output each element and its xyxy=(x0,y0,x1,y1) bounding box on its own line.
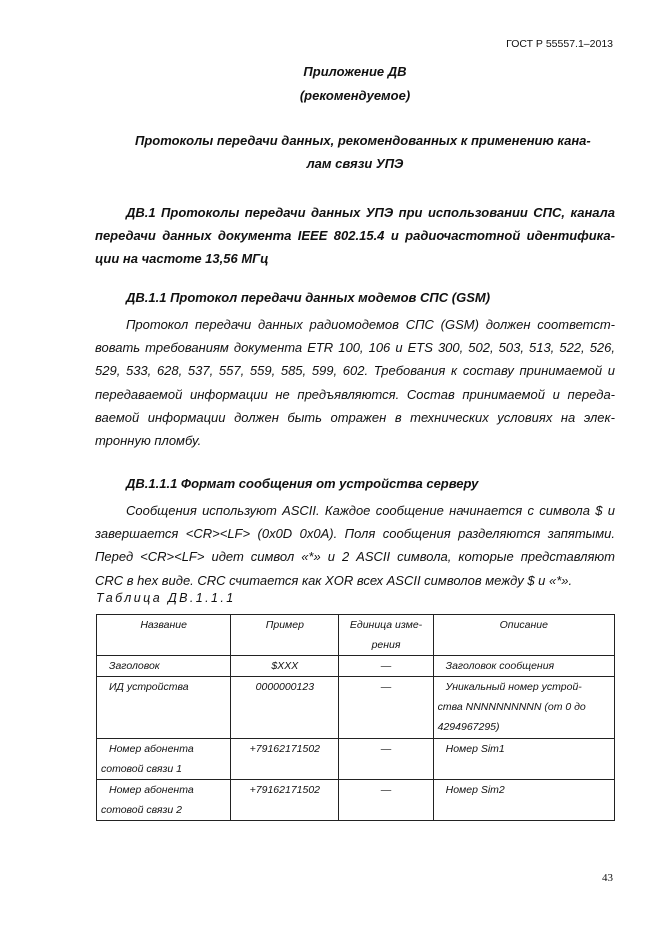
appendix-title: Приложение ДВ xyxy=(303,64,407,79)
paragraph-line: Сообщения используют ASCII. Каждое сообщение начинается с символа $ и xyxy=(126,503,615,518)
cell-name: Заголовок xyxy=(97,656,231,677)
cell-name xyxy=(97,739,231,780)
cell-description xyxy=(433,677,614,739)
paragraph-line: завершается <CR><LF> (0x0D 0x0A). Поля сообщения разделяются запятыми. xyxy=(95,526,615,542)
cell-name-line: сотовой связи 1 xyxy=(101,763,182,775)
section-dv11-heading: ДВ.1.1 Протокол передачи данных модемов СПС (GSM) xyxy=(126,290,491,305)
cell-name-line: сотовой связи 2 xyxy=(101,804,182,816)
column-header-unit-line: рения xyxy=(371,639,401,651)
cell-description: Заголовок сообщения xyxy=(433,656,614,677)
section-dv1-heading xyxy=(95,201,615,271)
section-dv1-line: ДВ.1 Протоколы передачи данных УПЭ при использовании СПС, канала xyxy=(126,205,615,220)
cell-example: 0000000123 xyxy=(231,677,339,739)
cell-name: ИД устройства xyxy=(97,677,231,739)
cell-example: +79162171502 xyxy=(231,780,339,821)
cell-example: $XXX xyxy=(231,656,339,677)
cell-unit: — xyxy=(339,656,433,677)
column-header-description: Описание xyxy=(433,615,614,656)
cell-description: Номер Sim2 xyxy=(433,780,614,821)
cell-unit: — xyxy=(339,739,433,780)
paragraph-line: CRC в hex виде. CRC считается как XOR всех ASCII символов между $ и «*». xyxy=(95,572,573,588)
paragraph-line: передаваемой информации не предъявляются. Состав принимаемой и переда- xyxy=(95,386,615,402)
cell-unit: — xyxy=(339,780,433,821)
table-row xyxy=(97,739,615,780)
document-header-standard: ГОСТ Р 55557.1–2013 xyxy=(506,38,613,50)
paragraph-line: Протокол передачи данных радиомодемов СПС (GSM) должен соответст- xyxy=(126,317,615,332)
section-dv111-heading: ДВ.1.1.1 Формат сообщения от устройства серверу xyxy=(126,476,479,491)
page-number: 43 xyxy=(602,872,613,884)
column-header-unit xyxy=(339,615,433,656)
paragraph-line: ваемой информации должен быть отражен в технических условиях на элек- xyxy=(95,409,615,425)
table-caption: Таблица ДВ.1.1.1 xyxy=(96,591,236,605)
paragraph-line: вовать требованиям документа ETR 100, 106 и ETS 300, 502, 503, 513, 522, 526, xyxy=(95,340,615,356)
paragraph-line: Перед <CR><LF> идет символ «*» и 2 ASCII символа, которые представляют xyxy=(95,549,615,565)
appendix-subtitle-line1: Протоколы передачи данных, рекомендованных к применению кана- xyxy=(135,133,591,148)
column-header-example: Пример xyxy=(231,615,339,656)
paragraph-line: 529, 533, 628, 537, 557, 559, 585, 599, 602. Требования к составу принимаемой и xyxy=(95,363,615,379)
section-dv11-paragraph xyxy=(95,313,615,452)
section-dv1-line: ции на частоте 13,56 МГц xyxy=(95,251,269,267)
table-row xyxy=(97,677,615,739)
table-row xyxy=(97,656,615,677)
cell-description-line: 4294967295) xyxy=(437,721,500,733)
cell-example: +79162171502 xyxy=(231,739,339,780)
appendix-status: (рекомендуемое) xyxy=(299,88,411,103)
cell-name-line: Номер абонента xyxy=(109,784,194,796)
cell-unit: — xyxy=(339,677,433,739)
column-header-unit-line: Единица изме- xyxy=(349,619,423,631)
cell-description: Номер Sim1 xyxy=(433,739,614,780)
table-header-row xyxy=(97,615,615,656)
cell-description-line: Уникальный номер устрой- xyxy=(445,681,582,693)
cell-description-line: ства NNNNNNNNNN (от 0 до xyxy=(437,701,586,713)
data-table xyxy=(96,614,615,821)
cell-name xyxy=(97,780,231,821)
cell-name-line: Номер абонента xyxy=(109,743,194,755)
paragraph-line: тронную пломбу. xyxy=(95,433,202,449)
section-dv1-line: передачи данных документа IEEE 802.15.4 и радиочастотной идентифика- xyxy=(95,228,615,244)
table-row xyxy=(97,780,615,821)
column-header-name: Название xyxy=(97,615,231,656)
appendix-subtitle-line2: лам связи УПЭ xyxy=(306,156,404,171)
section-dv111-paragraph xyxy=(95,499,615,592)
